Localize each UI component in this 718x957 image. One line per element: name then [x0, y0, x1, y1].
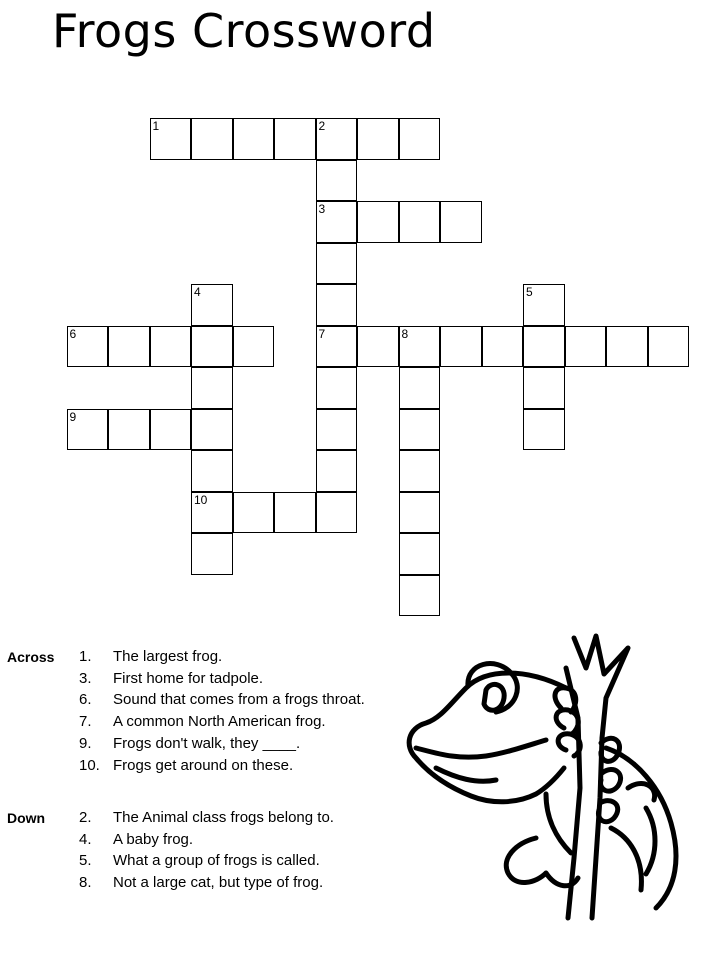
grid-cell[interactable] [523, 367, 565, 409]
clue-num: 10. [79, 756, 100, 774]
grid-cell[interactable] [606, 326, 648, 368]
grid-cell[interactable] [274, 118, 316, 160]
clue-number: 6 [69, 326, 77, 341]
clue-text: A baby frog. [113, 830, 194, 848]
clue-text: Sound that comes from a frogs throat. [113, 691, 365, 709]
grid-cell[interactable] [648, 326, 690, 368]
grid-cell[interactable] [67, 409, 109, 451]
grid-cell[interactable] [399, 450, 441, 492]
clue-text: Frogs don't walk, they ____. [113, 734, 301, 752]
grid-cell[interactable] [191, 450, 233, 492]
clue-num: 5. [79, 852, 92, 870]
grid-cell[interactable] [108, 326, 150, 368]
clue-text: Frogs get around on these. [113, 756, 294, 774]
clue-num: 3. [79, 669, 92, 687]
grid-cell[interactable] [316, 201, 358, 243]
clue-num: 1. [79, 648, 92, 665]
clue-text: First home for tadpole. [113, 669, 264, 687]
clue-text: Not a large cat, but type of frog. [113, 874, 324, 892]
grid-cell[interactable] [399, 367, 441, 409]
grid-cell[interactable] [523, 326, 565, 368]
grid-cell[interactable] [67, 326, 109, 368]
clue-num: 8. [79, 874, 92, 892]
grid-cell[interactable] [523, 409, 565, 451]
grid-cell[interactable] [523, 284, 565, 326]
clue-text: The Animal class frogs belong to. [113, 809, 334, 826]
grid-cell[interactable] [233, 326, 275, 368]
frog-eye [484, 684, 504, 710]
across-heading: Across [7, 649, 55, 665]
grid-cell[interactable] [150, 118, 192, 160]
grid-cell[interactable] [482, 326, 524, 368]
grid-cell[interactable] [316, 160, 358, 202]
down-heading: Down [7, 810, 46, 826]
grid-cell[interactable] [316, 326, 358, 368]
grid-cell[interactable] [399, 492, 441, 534]
grid-cell[interactable] [357, 201, 399, 243]
clue-number: 7 [318, 326, 326, 341]
grid-cell[interactable] [316, 409, 358, 451]
grid-cell[interactable] [316, 367, 358, 409]
page-title: Frogs Crossword [52, 4, 436, 58]
grid-cell[interactable] [440, 201, 482, 243]
clue-number: 8 [401, 326, 409, 341]
clue-num: 4. [79, 830, 92, 848]
grid-cell[interactable] [399, 201, 441, 243]
clue-number: 3 [318, 202, 326, 216]
grid-cell[interactable] [399, 533, 441, 575]
frog-illustration [396, 628, 696, 928]
grid-cell[interactable] [316, 450, 358, 492]
clue-number: 4 [194, 285, 201, 299]
grid-cell[interactable] [233, 118, 275, 160]
clue-text: The largest frog. [113, 648, 223, 665]
clue-num: 7. [79, 713, 92, 731]
grid-cell[interactable] [191, 492, 233, 534]
frog-mouth [416, 740, 546, 757]
clue-number: 9 [69, 409, 77, 424]
grid-cell[interactable] [399, 118, 441, 160]
grid-cell[interactable] [233, 492, 275, 534]
grid-cell[interactable] [399, 326, 441, 368]
clue-text: A common North American frog. [113, 713, 326, 731]
grid-cell[interactable] [316, 243, 358, 285]
grid-cell[interactable] [191, 409, 233, 451]
grid-cell[interactable] [316, 284, 358, 326]
grid-cell[interactable] [191, 284, 233, 326]
clue-num: 9. [79, 734, 92, 752]
grid-cell[interactable] [440, 326, 482, 368]
clue-num: 2. [79, 809, 92, 826]
grid-cell[interactable] [357, 326, 399, 368]
clue-num: 6. [79, 691, 92, 709]
clue-number: 10 [194, 492, 208, 507]
grid-cell[interactable] [316, 118, 358, 160]
grid-cell[interactable] [357, 118, 399, 160]
grid-cell[interactable] [191, 326, 233, 368]
grid-cell[interactable] [150, 326, 192, 368]
grid-cell[interactable] [399, 575, 441, 617]
grid-cell[interactable] [150, 409, 192, 451]
clue-number: 5 [526, 285, 533, 299]
grid-cell[interactable] [191, 118, 233, 160]
clue-text: What a group of frogs is called. [113, 852, 320, 870]
frog-eye-bump [468, 664, 517, 712]
clue-number: 2 [318, 119, 326, 133]
grid-cell[interactable] [191, 367, 233, 409]
grid-cell[interactable] [108, 409, 150, 451]
grid-cell[interactable] [399, 409, 441, 451]
grid-cell[interactable] [316, 492, 358, 534]
clue-number: 1 [152, 119, 160, 133]
grid-cell[interactable] [565, 326, 607, 368]
grid-cell[interactable] [191, 533, 233, 575]
grid-cell[interactable] [274, 492, 316, 534]
